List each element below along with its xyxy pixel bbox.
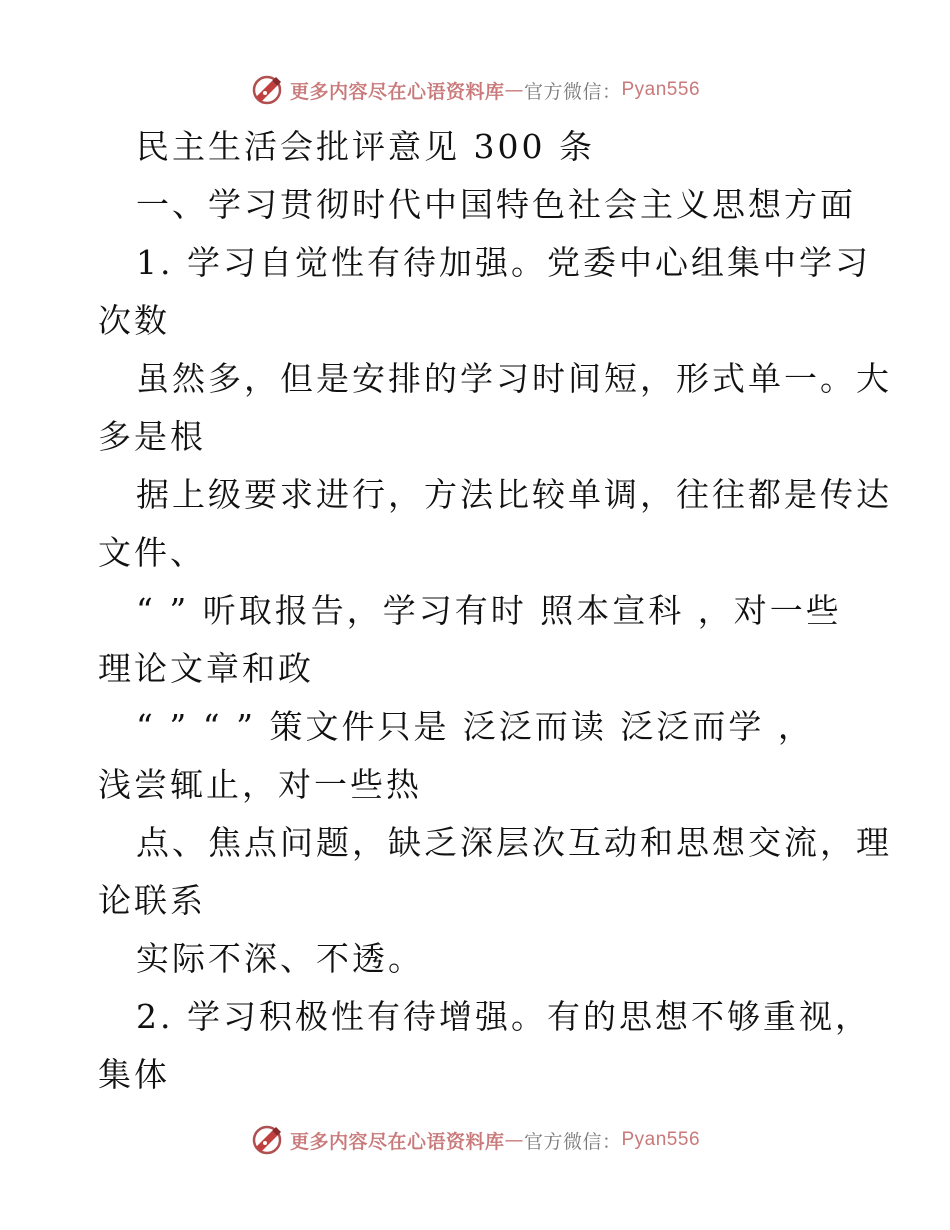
pen-nib-logo-icon	[250, 73, 284, 107]
document-line: 论联系	[98, 881, 206, 920]
pen-nib-logo-icon	[250, 1123, 284, 1157]
watermark-label: 官方微信：	[523, 80, 622, 103]
watermark-separator: —	[504, 79, 524, 101]
watermark-separator: —	[504, 1129, 524, 1151]
document-line: 民主生活会批评意见 300 条	[136, 127, 595, 166]
watermark-wechat-id: Pyan556	[621, 79, 701, 100]
watermark-label: 官方微信：	[523, 1130, 622, 1153]
document-line: 集体	[98, 1055, 170, 1094]
document-line: 据上级要求进行，方法比较单调，往往都是传达	[136, 475, 892, 514]
document-line: 一、学习贯彻时代中国特色社会主义思想方面	[136, 185, 856, 224]
watermark-main-text: 更多内容尽在心语资料库	[289, 1130, 505, 1153]
document-line: 浅尝辄止，对一些热	[98, 765, 422, 804]
document-line: “ ” 听取报告，学习有时 照本宣科 ，对一些	[136, 591, 842, 630]
document-line: 2. 学习积极性有待增强。有的思想不够重视，	[136, 997, 871, 1036]
document-line: 次数	[98, 301, 170, 340]
document-line: 理论文章和政	[98, 649, 314, 688]
document-line: 虽然多，但是安排的学习时间短，形式单一。大	[136, 359, 892, 398]
document-line: 点、焦点问题，缺乏深层次互动和思想交流，理	[136, 823, 892, 862]
document-line: 文件、	[98, 533, 206, 572]
document-line: 1. 学习自觉性有待加强。党委中心组集中学习	[136, 243, 871, 282]
document-line: 实际不深、不透。	[136, 939, 424, 978]
document-line: 多是根	[98, 417, 206, 456]
header-watermark	[0, 70, 950, 110]
document-line: “ ” “ ” 策文件只是 泛泛而读 泛泛而学 ，	[136, 707, 814, 746]
footer-watermark	[0, 1120, 950, 1160]
document-body	[98, 118, 892, 1104]
watermark-main-text: 更多内容尽在心语资料库	[289, 80, 505, 103]
watermark-wechat-id: Pyan556	[621, 1129, 701, 1150]
